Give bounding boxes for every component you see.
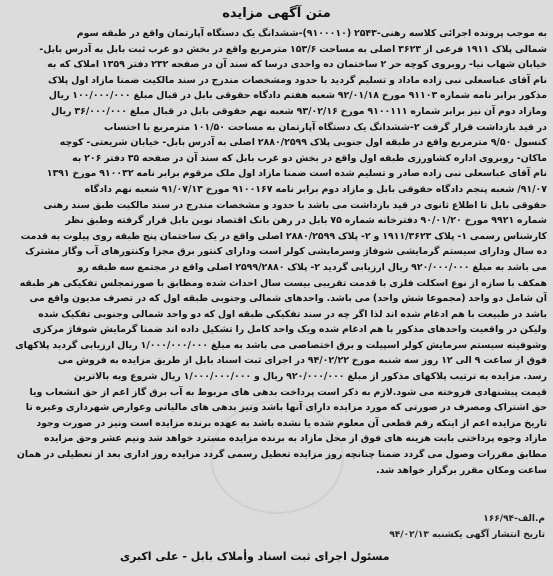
- notice-body-line: رسد. مزایده به ترتیب پلاکهای مذکور از مبلغ ۹۲۰/۰۰۰/۰۰۰ ریال و ۱/۰۰۰/۰۰۰/۰۰۰ ریال شروع وبه بالاترین: [73, 371, 547, 383]
- notice-body-line: فوق از ساعت ۹ الی ۱۲ روز سه شنبه مورخ ۹۴/۰۲/۲۲ در اجرای ثبت اسناد بابل از طریق مزایده به فروش می: [57, 355, 547, 367]
- notice-body-line: تاریخ مزایده اعم از اینکه رقم قطعی آن معلوم شده یا نشده باشد به عهده برنده مزایده است ونیز در صورت وجود: [36, 417, 547, 429]
- notice-body-line: ده سال ودارای سیستم گرمایشی شوفاژ وسرمایشی کولر است ودارای کنتور برق مجزا وکنتورهای آب وگاز مشترک: [25, 246, 547, 258]
- title-wrap: [0, 2, 553, 21]
- notice-body-line: نام آقای عباسعلی نبی زاده صادر و تسلیم شده است ضمنا مازاد اول ملک مرقوم برابر نامه ۹۱۰۰۳۲ مورخ ۱۳۹۱: [46, 168, 547, 180]
- notice-body-line: ساعت ومکان مقرر برگزار خواهد شد.: [376, 464, 547, 476]
- publish-date: تاریخ انتشار آگهی یکشنبه ۹۴/۰۲/۱۳: [389, 530, 545, 540]
- notice-body-line: قیمت پیشنهادی فروخته می شود.لازم به ذکر است پرداخت بدهی های مربوط به آب برق گاز اعم از حق انشعاب ویا: [29, 386, 547, 398]
- notice-body-line: به موجب پرونده اجرائی کلاسه رهنی-۲۵۴۳ (۹۱۰۰۰۱۰)-ششدانگ یک دستگاه آپارتمان واقع در طبقه سوم: [76, 28, 547, 39]
- notice-body-line: شمالی پلاک ۱۹۱۱ فرعی از ۳۶۲۳ اصلی به مساحت ۱۵۳/۶ مترمربع واقع در بخش دو غرب ثبت بابل به آدرس بابل-: [39, 43, 547, 55]
- notice-body-line: حقوقی بابل تا اطلاع ثانوی در قید بازداشت می باشد با حدود و مشخصات مندرج در سند مالکیت طبق سند رهنی: [43, 199, 547, 211]
- notice-body-line: شماره ۹۹۲۱ مورخ ۹۰/۰۱/۲۰ دفترخانه شماره ۷۵ بابل در رهن بانک اقتصاد نوین بابل قرار گرفته وطبق نظر: [65, 215, 547, 227]
- notice-body-line: باشد در طبیعت با هم ادغام شده اند لذا اگر چه در سند تفکیکی طبقه اول که دو واحد شمالی وجنوبی تفکیک شده: [38, 308, 547, 320]
- notice-body-line: وشوفینه سیستم سرمایش کولر اسپیلت و برق اختصاصی می باشد به مبلغ ۱/۰۰۰/۰۰۰/۰۰۰ ریال ارزیابی گردید پلاکهای: [15, 339, 547, 351]
- notice-body-line: در قید بازداشت قرار گرفت ۲-ششدانگ یک دستگاه آپارتمان به مساحت ۱۰۱/۵۰ مترمربع با احتساب: [104, 121, 547, 133]
- notice-body-line: همکف با سازه از نوع اسکلت فلزی با قدمت تقریبی بیست سال احداث شده ومطابق با صورتمجلس تفکیکی هر طبقه: [19, 277, 547, 289]
- notice-body-line: کارشناس رسمی ۱- پلاک ۱۹۱۱/۳۶۲۳ و ۲- پلاک ۲۸۸۰/۲۵۹۹ اصلی واقع در یک ساختمان پنج طبقه روی پیلوت به قدمت: [20, 230, 547, 242]
- notice-body-line: ماکان- روبروی اداره کشاورزی طبقه اول واقع در بخش دو غرب بابل که سند آن در صفحه ۳۵ دفتر ۲۰۶ به: [72, 152, 547, 164]
- notice-body-line: حق اشتراک ومصرف در صورتی که مورد مزایده دارای آنها باشد ونیز بدهی های مالیاتی وعوارض شهرداری وغیره تا: [25, 402, 547, 414]
- notice-body-line: آن شامل دو واحد (مجموعا شش واحد) می باشد. واحدهای شمالی وجنوبی طبقه اول که در تصرف مدیون واقع می: [29, 293, 547, 305]
- notice-body-line: خیابان شهاب نیا- روبروی کوچه حر ۲ ساختمان ده واحدی درسا که سند آن در صفحه ۲۳۲ دفتر ۱۳۵۹ املاک که به: [47, 59, 547, 71]
- notice-body-line: مازاد وجوه پرداختی بابت هزینه های فوق از محل مازاد به برنده مزایده مسترد خواهد شد ونیم عشر وحق مزایده: [44, 433, 547, 445]
- reference-id: م.الف-۱۶۶/۹۴: [483, 514, 545, 524]
- notice-body-line: مطابق مقررات وصول می گردد ضمنا چنانچه روز مزایده تعطیل رسمی گردد مزایده روز اداری بعد از تعطیلی در همان: [16, 449, 547, 461]
- signature-line: مسئول اجرای ثبت اسناد وأملاک بابل - علی اکبری: [120, 550, 390, 563]
- notice-body: [6, 26, 547, 514]
- notice-body-line: ولیکن در واقعیت واحدهای مذکور با هم ادغام شده ویک واحد کامل را تشکیل داده اند ضمنا گرمایش شوفاژ مرکزی: [32, 324, 547, 336]
- notice-body-line: ومازاد دوم آن نیز برابر شماره ۹۱۰۰۱۱۱ مورخ ۹۳/۰۲/۱۶ شعبه نهم حقوقی بابل در قبال مبلغ ۳۶/۰۰۰/۰۰۰ ریال: [50, 105, 547, 117]
- notice-body-line: می باشد به مبلغ ۹۲۰/۰۰۰/۰۰۰ ریال ارزیابی گردید ۲- پلاک ۲۵۹۹/۲۸۸۰ اصلی واقع در مجتمع سه طبقه رو: [77, 261, 547, 273]
- notice-body-line: کنسول ۹/۵۰ مترمربع واقع در طبقه اول جنوبی پلاک ۲۸۸۰/۲۵۹۹ اصلی به آدرس بابل- خیابان شریعتی- کوچه: [59, 137, 547, 149]
- notice-body-line: مذکور برابر نامه شماره ۹۱۱۰۳ مورخ ۹۲/۰۱/۱۸ شعبه هفتم دادگاه حقوقی بابل در قبال مبلغ ۱۰۰/۰۰۰/۰۰۰ ریال: [48, 90, 547, 102]
- notice-body-line: نام آقای عباسعلی نبی زاده ماداد و تسلیم گردید با حدود ومشخصات مندرج در سند مالکیت ضمنا مازاد اول پلاک: [48, 74, 547, 86]
- notice-body-line: ۹۱/۰۷/ شعبه پنجم دادگاه حقوقی بابل و مازاد دوم برابر نامه ۹۱۰۰۱۶۷ مورخ ۹۱/۰۷/۱۳ شعبه نهم دادگاه: [84, 183, 547, 195]
- notice-title: متن آگهی مزایده: [222, 6, 331, 21]
